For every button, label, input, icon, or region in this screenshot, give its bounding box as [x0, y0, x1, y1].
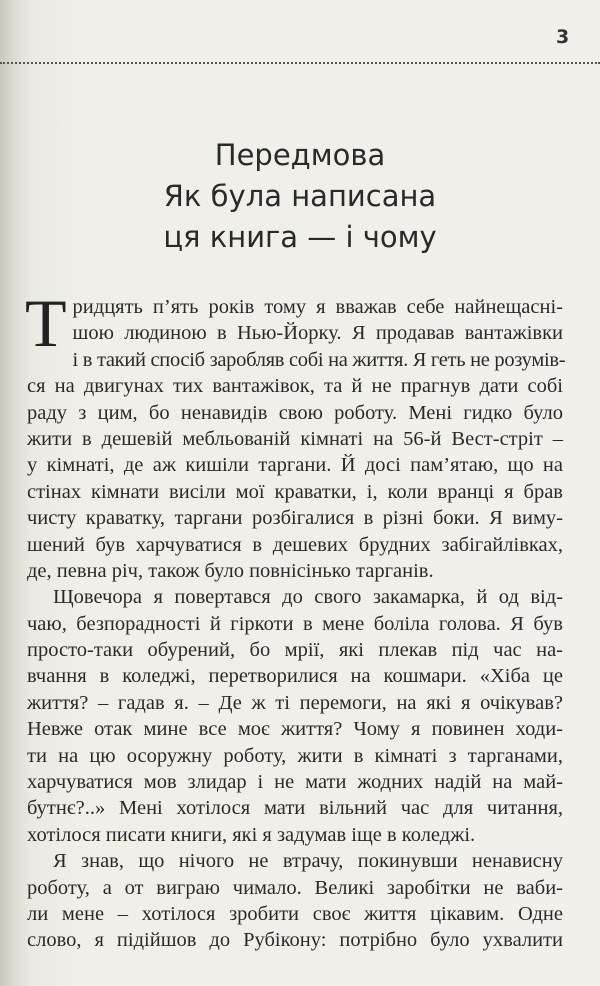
text-line: життя? – гадав я. – Де ж ті перемоги, на які я очікував?	[27, 691, 563, 714]
text-line: роботу, а от виграю чимало. Великі заробітки не ваби-	[27, 876, 563, 899]
text-line: вчання в коледжі, перетворилися на кошмари. «Хіба це	[27, 665, 563, 688]
text-line: Невже отак мине все моє життя? Чому я повинен ходи-	[27, 718, 563, 741]
text-line: де, певна річ, також було повнісінько тарганів.	[27, 559, 434, 582]
text-line: ли мене – хотілося зробити своє життя цікавим. Одне	[27, 902, 563, 925]
text-line: харчуватися мов злидар і не мати жодних надій на май-	[27, 771, 563, 794]
text-line: просто-таки обурений, бо мрії, які плекав під час на-	[27, 639, 563, 662]
text-line: у кімнаті, де аж кишіли таргани. Й досі пам’ятаю, що на	[27, 454, 563, 477]
text-line: чаю, безпорадності й гіркоти в мене боліла голова. Я був	[27, 612, 563, 635]
text-line: шений був харчуватися в дешевих брудних забігайлівках,	[27, 533, 563, 556]
title-line: Передмова	[214, 138, 386, 172]
text-line: шою людиною в Нью-Йорку. Я продавав вантажівки	[72, 322, 563, 345]
title-line: Як була написана	[163, 179, 437, 213]
title-line: ця книга — і чому	[163, 220, 437, 254]
text-line: Я знав, що нічого не втрачу, покинувши ненависну	[53, 850, 563, 873]
text-line: ридцять п’ять років тому я вважав себе найнещасні-	[72, 296, 563, 318]
text-line: слово, я підійшов до Рубікону: потрібно було ухвалити	[27, 929, 563, 952]
text-line: ся на двигунах тих вантажівок, та й не прагнув дати собі	[27, 375, 563, 398]
text-line: ти на цю осоружну роботу, жити в кімнаті з тарганами,	[27, 744, 563, 767]
text-line: стінах кімнати висіли мої краватки, і, коли вранці я брав	[27, 480, 563, 503]
text-line: жити в дешевій мебльованій кімнаті на 56-й Вест-стріт –	[27, 427, 563, 450]
page-number: 3	[556, 26, 570, 48]
text-line: і в такий спосіб заробляв собі на життя. Я геть не розумів-	[72, 348, 566, 371]
header-dotted-rule	[0, 62, 600, 64]
text-line: раду з цим, бо ненавидів свою роботу. Мені гидко було	[27, 401, 563, 424]
paragraph-2	[27, 584, 563, 848]
text-line: бутнє?..» Мені хотілося мати вільний час для читання,	[27, 797, 563, 820]
text-line: чисту краватку, таргани розбігалися в різні боки. Я виму-	[27, 507, 563, 530]
text-line: хотілося писати книги, які я задумав іще в коледжі.	[27, 823, 476, 846]
chapter-title	[0, 135, 600, 258]
paragraph-1	[25, 285, 566, 584]
body-text	[25, 285, 566, 954]
text-line: Щовечора я повертався до свого закамарка, й од від-	[53, 586, 563, 609]
paragraph-3	[27, 848, 563, 954]
drop-cap: Т	[25, 285, 67, 361]
